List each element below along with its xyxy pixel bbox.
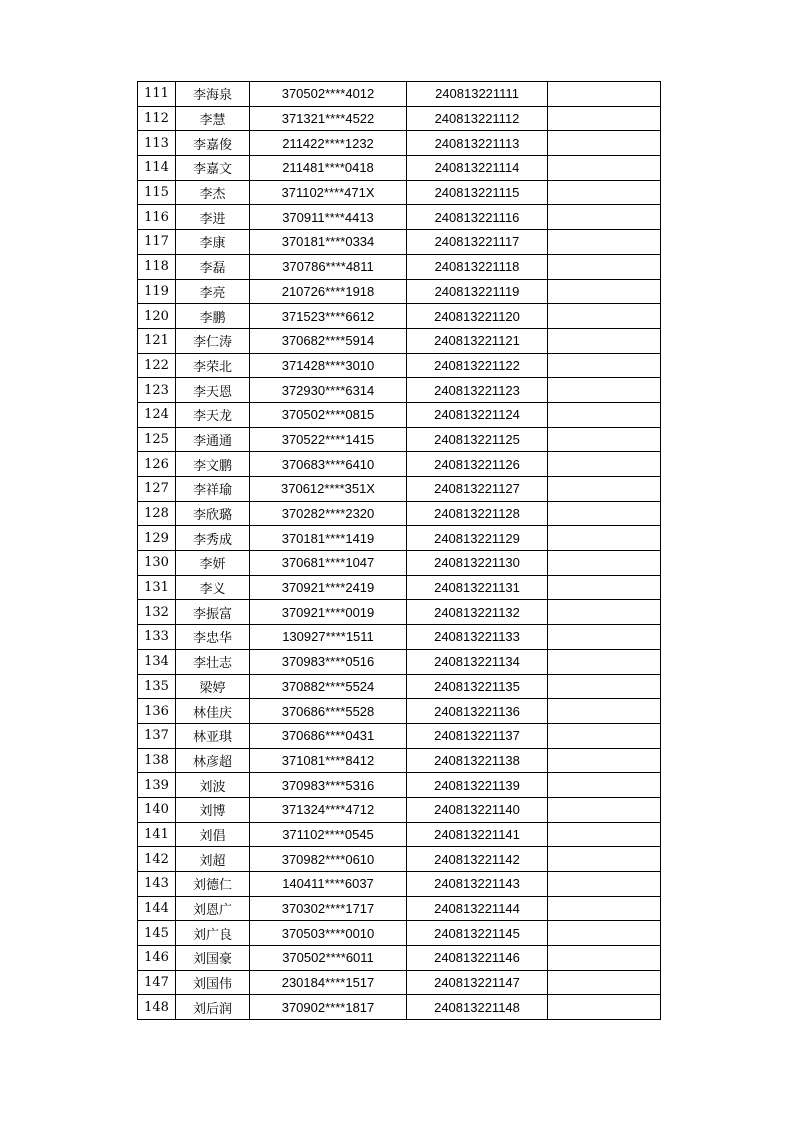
name-cell: 李亮 xyxy=(176,279,250,304)
id-number-cell: 230184****1517 xyxy=(250,970,407,995)
name-cell: 李康 xyxy=(176,230,250,255)
note-cell xyxy=(548,674,661,699)
id-number-cell: 371102****471X xyxy=(250,180,407,205)
id-number-cell: 370882****5524 xyxy=(250,674,407,699)
row-number-cell: 129 xyxy=(138,526,176,551)
table-row xyxy=(138,847,661,872)
ticket-number-cell: 240813221135 xyxy=(407,674,548,699)
id-number-cell: 370686****5528 xyxy=(250,699,407,724)
row-number-cell: 147 xyxy=(138,970,176,995)
table-row xyxy=(138,254,661,279)
row-number-cell: 121 xyxy=(138,328,176,353)
note-cell xyxy=(548,551,661,576)
table-row xyxy=(138,921,661,946)
table-row xyxy=(138,205,661,230)
id-number-cell: 370786****4811 xyxy=(250,254,407,279)
ticket-number-cell: 240813221124 xyxy=(407,402,548,427)
name-cell: 李天龙 xyxy=(176,402,250,427)
name-cell: 林彦超 xyxy=(176,748,250,773)
table-row xyxy=(138,82,661,107)
table-row xyxy=(138,353,661,378)
name-cell: 李嘉俊 xyxy=(176,131,250,156)
table-row xyxy=(138,625,661,650)
id-number-cell: 370902****1817 xyxy=(250,995,407,1020)
ticket-number-cell: 240813221119 xyxy=(407,279,548,304)
row-number-cell: 142 xyxy=(138,847,176,872)
note-cell xyxy=(548,995,661,1020)
id-number-cell: 370921****2419 xyxy=(250,575,407,600)
row-number-cell: 145 xyxy=(138,921,176,946)
note-cell xyxy=(548,402,661,427)
ticket-number-cell: 240813221139 xyxy=(407,773,548,798)
table-row xyxy=(138,180,661,205)
id-number-cell: 371102****0545 xyxy=(250,822,407,847)
table-row xyxy=(138,995,661,1020)
row-number-cell: 123 xyxy=(138,378,176,403)
row-number-cell: 146 xyxy=(138,946,176,971)
id-number-cell: 370302****1717 xyxy=(250,896,407,921)
note-cell xyxy=(548,477,661,502)
note-cell xyxy=(548,378,661,403)
id-number-cell: 371081****8412 xyxy=(250,748,407,773)
name-cell: 李义 xyxy=(176,575,250,600)
table-row xyxy=(138,946,661,971)
id-number-cell: 370686****0431 xyxy=(250,723,407,748)
name-cell: 刘波 xyxy=(176,773,250,798)
ticket-number-cell: 240813221125 xyxy=(407,427,548,452)
note-cell xyxy=(548,600,661,625)
ticket-number-cell: 240813221147 xyxy=(407,970,548,995)
name-cell: 李荣北 xyxy=(176,353,250,378)
id-number-cell: 370502****6011 xyxy=(250,946,407,971)
note-cell xyxy=(548,82,661,107)
name-cell: 李慧 xyxy=(176,106,250,131)
ticket-number-cell: 240813221130 xyxy=(407,551,548,576)
table-row xyxy=(138,551,661,576)
row-number-cell: 126 xyxy=(138,452,176,477)
ticket-number-cell: 240813221146 xyxy=(407,946,548,971)
id-number-cell: 130927****1511 xyxy=(250,625,407,650)
note-cell xyxy=(548,526,661,551)
row-number-cell: 133 xyxy=(138,625,176,650)
row-number-cell: 115 xyxy=(138,180,176,205)
name-cell: 李振富 xyxy=(176,600,250,625)
name-cell: 林亚琪 xyxy=(176,723,250,748)
table-row xyxy=(138,773,661,798)
name-cell: 李欣璐 xyxy=(176,501,250,526)
name-cell: 梁婷 xyxy=(176,674,250,699)
ticket-number-cell: 240813221116 xyxy=(407,205,548,230)
row-number-cell: 140 xyxy=(138,797,176,822)
ticket-number-cell: 240813221145 xyxy=(407,921,548,946)
ticket-number-cell: 240813221128 xyxy=(407,501,548,526)
row-number-cell: 131 xyxy=(138,575,176,600)
note-cell xyxy=(548,156,661,181)
ticket-number-cell: 240813221122 xyxy=(407,353,548,378)
note-cell xyxy=(548,748,661,773)
note-cell xyxy=(548,131,661,156)
ticket-number-cell: 240813221117 xyxy=(407,230,548,255)
ticket-number-cell: 240813221148 xyxy=(407,995,548,1020)
table-row xyxy=(138,896,661,921)
id-number-cell: 370181****1419 xyxy=(250,526,407,551)
id-number-cell: 370683****6410 xyxy=(250,452,407,477)
table-row xyxy=(138,723,661,748)
table-row xyxy=(138,797,661,822)
name-cell: 刘国伟 xyxy=(176,970,250,995)
id-number-cell: 211422****1232 xyxy=(250,131,407,156)
name-cell: 李通通 xyxy=(176,427,250,452)
ticket-number-cell: 240813221127 xyxy=(407,477,548,502)
name-cell: 李天恩 xyxy=(176,378,250,403)
row-number-cell: 135 xyxy=(138,674,176,699)
note-cell xyxy=(548,921,661,946)
row-number-cell: 141 xyxy=(138,822,176,847)
name-cell: 李祥瑜 xyxy=(176,477,250,502)
ticket-number-cell: 240813221144 xyxy=(407,896,548,921)
note-cell xyxy=(548,946,661,971)
row-number-cell: 148 xyxy=(138,995,176,1020)
ticket-number-cell: 240813221123 xyxy=(407,378,548,403)
ticket-number-cell: 240813221142 xyxy=(407,847,548,872)
row-number-cell: 122 xyxy=(138,353,176,378)
row-number-cell: 134 xyxy=(138,649,176,674)
row-number-cell: 118 xyxy=(138,254,176,279)
note-cell xyxy=(548,649,661,674)
ticket-number-cell: 240813221115 xyxy=(407,180,548,205)
name-cell: 刘恩广 xyxy=(176,896,250,921)
note-cell xyxy=(548,353,661,378)
name-cell: 刘博 xyxy=(176,797,250,822)
ticket-number-cell: 240813221120 xyxy=(407,304,548,329)
table-row xyxy=(138,699,661,724)
id-number-cell: 140411****6037 xyxy=(250,872,407,897)
name-cell: 刘超 xyxy=(176,847,250,872)
note-cell xyxy=(548,328,661,353)
ticket-number-cell: 240813221134 xyxy=(407,649,548,674)
name-cell: 李杰 xyxy=(176,180,250,205)
note-cell xyxy=(548,872,661,897)
row-number-cell: 117 xyxy=(138,230,176,255)
table-row xyxy=(138,872,661,897)
id-number-cell: 370181****0334 xyxy=(250,230,407,255)
ticket-number-cell: 240813221111 xyxy=(407,82,548,107)
name-cell: 刘后润 xyxy=(176,995,250,1020)
roster-table-body xyxy=(138,82,661,1020)
name-cell: 李仁涛 xyxy=(176,328,250,353)
ticket-number-cell: 240813221137 xyxy=(407,723,548,748)
table-row xyxy=(138,402,661,427)
note-cell xyxy=(548,575,661,600)
row-number-cell: 130 xyxy=(138,551,176,576)
id-number-cell: 370982****0610 xyxy=(250,847,407,872)
id-number-cell: 370522****1415 xyxy=(250,427,407,452)
table-row xyxy=(138,575,661,600)
row-number-cell: 138 xyxy=(138,748,176,773)
note-cell xyxy=(548,773,661,798)
table-row xyxy=(138,649,661,674)
name-cell: 刘广良 xyxy=(176,921,250,946)
row-number-cell: 127 xyxy=(138,477,176,502)
table-row xyxy=(138,304,661,329)
id-number-cell: 370921****0019 xyxy=(250,600,407,625)
name-cell: 李进 xyxy=(176,205,250,230)
ticket-number-cell: 240813221136 xyxy=(407,699,548,724)
note-cell xyxy=(548,230,661,255)
name-cell: 李忠华 xyxy=(176,625,250,650)
name-cell: 李鹏 xyxy=(176,304,250,329)
ticket-number-cell: 240813221133 xyxy=(407,625,548,650)
id-number-cell: 371324****4712 xyxy=(250,797,407,822)
name-cell: 李海泉 xyxy=(176,82,250,107)
table-row xyxy=(138,279,661,304)
row-number-cell: 139 xyxy=(138,773,176,798)
table-row xyxy=(138,477,661,502)
table-row xyxy=(138,600,661,625)
name-cell: 刘倡 xyxy=(176,822,250,847)
row-number-cell: 124 xyxy=(138,402,176,427)
row-number-cell: 128 xyxy=(138,501,176,526)
note-cell xyxy=(548,822,661,847)
table-row xyxy=(138,501,661,526)
roster-table xyxy=(137,81,661,1020)
row-number-cell: 116 xyxy=(138,205,176,230)
table-row xyxy=(138,106,661,131)
row-number-cell: 114 xyxy=(138,156,176,181)
name-cell: 刘国豪 xyxy=(176,946,250,971)
note-cell xyxy=(548,896,661,921)
row-number-cell: 137 xyxy=(138,723,176,748)
id-number-cell: 371321****4522 xyxy=(250,106,407,131)
name-cell: 刘德仁 xyxy=(176,872,250,897)
ticket-number-cell: 240813221140 xyxy=(407,797,548,822)
id-number-cell: 370612****351X xyxy=(250,477,407,502)
table-row xyxy=(138,822,661,847)
row-number-cell: 132 xyxy=(138,600,176,625)
name-cell: 李磊 xyxy=(176,254,250,279)
row-number-cell: 112 xyxy=(138,106,176,131)
note-cell xyxy=(548,723,661,748)
id-number-cell: 370682****5914 xyxy=(250,328,407,353)
note-cell xyxy=(548,797,661,822)
note-cell xyxy=(548,970,661,995)
ticket-number-cell: 240813221118 xyxy=(407,254,548,279)
ticket-number-cell: 240813221112 xyxy=(407,106,548,131)
table-row xyxy=(138,452,661,477)
name-cell: 李秀成 xyxy=(176,526,250,551)
table-row xyxy=(138,970,661,995)
name-cell: 李嘉文 xyxy=(176,156,250,181)
table-row xyxy=(138,674,661,699)
note-cell xyxy=(548,180,661,205)
ticket-number-cell: 240813221131 xyxy=(407,575,548,600)
id-number-cell: 371523****6612 xyxy=(250,304,407,329)
note-cell xyxy=(548,205,661,230)
name-cell: 林佳庆 xyxy=(176,699,250,724)
table-row xyxy=(138,427,661,452)
note-cell xyxy=(548,279,661,304)
id-number-cell: 370911****4413 xyxy=(250,205,407,230)
id-number-cell: 370502****4012 xyxy=(250,82,407,107)
ticket-number-cell: 240813221121 xyxy=(407,328,548,353)
note-cell xyxy=(548,452,661,477)
note-cell xyxy=(548,427,661,452)
row-number-cell: 111 xyxy=(138,82,176,107)
ticket-number-cell: 240813221143 xyxy=(407,872,548,897)
note-cell xyxy=(548,625,661,650)
id-number-cell: 210726****1918 xyxy=(250,279,407,304)
note-cell xyxy=(548,699,661,724)
note-cell xyxy=(548,106,661,131)
ticket-number-cell: 240813221132 xyxy=(407,600,548,625)
row-number-cell: 120 xyxy=(138,304,176,329)
note-cell xyxy=(548,304,661,329)
row-number-cell: 113 xyxy=(138,131,176,156)
id-number-cell: 370983****5316 xyxy=(250,773,407,798)
ticket-number-cell: 240813221129 xyxy=(407,526,548,551)
table-row xyxy=(138,156,661,181)
id-number-cell: 370503****0010 xyxy=(250,921,407,946)
ticket-number-cell: 240813221126 xyxy=(407,452,548,477)
row-number-cell: 125 xyxy=(138,427,176,452)
table-row xyxy=(138,526,661,551)
note-cell xyxy=(548,847,661,872)
table-row xyxy=(138,378,661,403)
name-cell: 李妍 xyxy=(176,551,250,576)
id-number-cell: 370681****1047 xyxy=(250,551,407,576)
note-cell xyxy=(548,254,661,279)
id-number-cell: 370983****0516 xyxy=(250,649,407,674)
ticket-number-cell: 240813221113 xyxy=(407,131,548,156)
table-row xyxy=(138,328,661,353)
table-row xyxy=(138,230,661,255)
row-number-cell: 136 xyxy=(138,699,176,724)
id-number-cell: 370502****0815 xyxy=(250,402,407,427)
ticket-number-cell: 240813221141 xyxy=(407,822,548,847)
table-row xyxy=(138,748,661,773)
ticket-number-cell: 240813221138 xyxy=(407,748,548,773)
row-number-cell: 144 xyxy=(138,896,176,921)
table-row xyxy=(138,131,661,156)
id-number-cell: 211481****0418 xyxy=(250,156,407,181)
row-number-cell: 143 xyxy=(138,872,176,897)
id-number-cell: 372930****6314 xyxy=(250,378,407,403)
row-number-cell: 119 xyxy=(138,279,176,304)
id-number-cell: 370282****2320 xyxy=(250,501,407,526)
name-cell: 李壮志 xyxy=(176,649,250,674)
note-cell xyxy=(548,501,661,526)
ticket-number-cell: 240813221114 xyxy=(407,156,548,181)
name-cell: 李文鹏 xyxy=(176,452,250,477)
id-number-cell: 371428****3010 xyxy=(250,353,407,378)
